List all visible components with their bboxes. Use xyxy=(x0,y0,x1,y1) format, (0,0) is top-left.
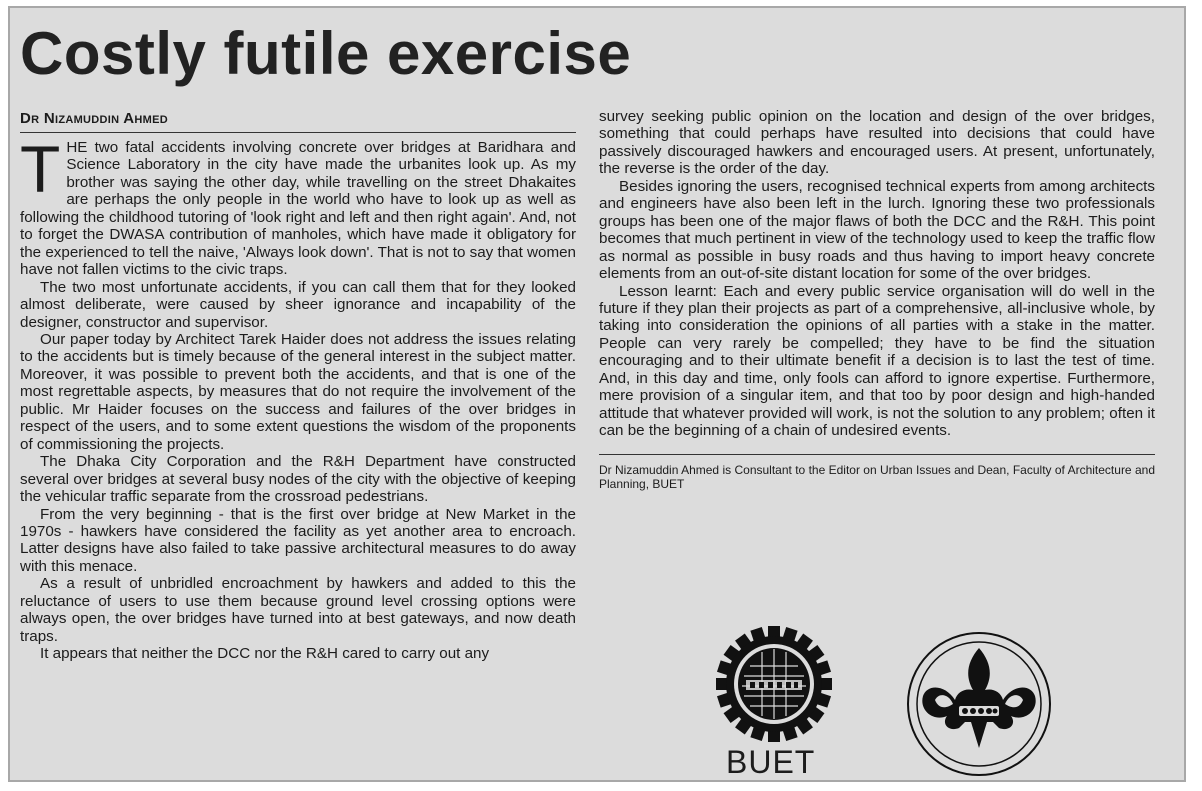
paragraph-8: Besides ignoring the users, recognised technical experts from among architects and engineers have also been left in the lurch. Ignoring these two professionals groups has been one of the major flaws of both the DCC and the R&H. This point becomes that much pertinent in view of the technology used to keep the traffic flow as normal as possible in busy roads and thus having to import heavy concrete elements from an out-of-site distant location for some of the over bridges. xyxy=(599,177,1155,283)
headline: Costly futile exercise xyxy=(20,20,632,87)
right-column xyxy=(599,108,1155,492)
drop-cap: T xyxy=(20,132,61,206)
paragraph-7: It appears that neither the DCC nor the R&H cared to carry out any xyxy=(40,645,490,663)
logos xyxy=(712,622,1062,778)
buet-gear-emblem-icon xyxy=(712,622,836,746)
paragraph-1: THE two fatal accidents involving concrete over bridges at Baridhara and Science Laboratory in the city have made the urbanites look up. As my brother was saying the other day, while travelling on the street Dhakaites are perhaps the only people in the world who have to look up as well as following the childhood tutoring of 'look right and left and then right again'. And, not to forget the DWASA contribution of manholes, which have made it obligatory for the experienced to tell the naive, 'Always look down'. That is not to say that women have not fallen victims to the civic traps. xyxy=(20,132,576,279)
footnote-divider xyxy=(599,454,1155,455)
byline: Dr Nizamuddin Ahmed xyxy=(20,108,576,133)
paragraph-9: Lesson learnt: Each and every public service organisation will do well in the future if they plan their projects as part of a comprehensive, all-inclusive whole, by taking into consideration the opinions of all parties with a stake in the matter. People can very rarely be compelled; they have to be find the situation encouraging and to their ultimate benefit if a decision is to last the test of time. And, in this day and time, only fools can afford to ignore expertise. Furthermore, mere provision of a singular item, and that too by poor design and high-handed attitude that whatever provided will work, is not the solution to any problem; often it can be the beginning of a chain of undesired events. xyxy=(599,282,1155,440)
paragraph-4: The Dhaka City Corporation and the R&H Department have constructed several over bridges at several busy nodes of the city with the objective of keeping the vehicular traffic separate from the crossroad pedestrians. xyxy=(20,453,576,506)
author-footnote: Dr Nizamuddin Ahmed is Consultant to the Editor on Urban Issues and Dean, Faculty of Architecture and Planning, BUET xyxy=(599,462,1155,492)
paragraph-3: Our paper today by Architect Tarek Haider does not address the issues relating to the accidents but is timely because of the general interest in the subject matter. Moreover, it was possible to prevent both the accidents, and that is one of the most regrettable aspects, by measures that do not require the involvement of the public. Mr Haider focuses on the success and failures of the over bridges in respect of the users, and to some extent questions the wisdom of the proponents of commissioning the projects. xyxy=(20,330,576,453)
paragraph-5: From the very beginning - that is the first over bridge at New Market in the 1970s - hawkers have considered the facility as yet another area to encroach. Latter designs have also failed to take passive architectural measures to do away with this menace. xyxy=(20,505,576,575)
left-column xyxy=(20,108,576,663)
paragraph-6: As a result of unbridled encroachment by hawkers and added to this the reluctance of users to use them because ground level crossing options were always open, the over bridges have turned into at best gateways, and now death traps. xyxy=(20,575,576,645)
paragraph-continuation: survey seeking public opinion on the location and design of the over bridges, something that could perhaps have resulted into decisions that could have passively discouraged hawkers and encouraged users. At present, unfortunately, the reverse is the order of the day. xyxy=(599,108,1155,178)
paragraph-2: The two most unfortunate accidents, if you can call them that for they looked almost deliberate, were caused by sheer ignorance and incapability of the designer, constructor and supervisor. xyxy=(20,278,576,331)
fleur-de-lis-emblem-icon xyxy=(905,630,1053,778)
buet-caption: BUET xyxy=(726,744,816,780)
